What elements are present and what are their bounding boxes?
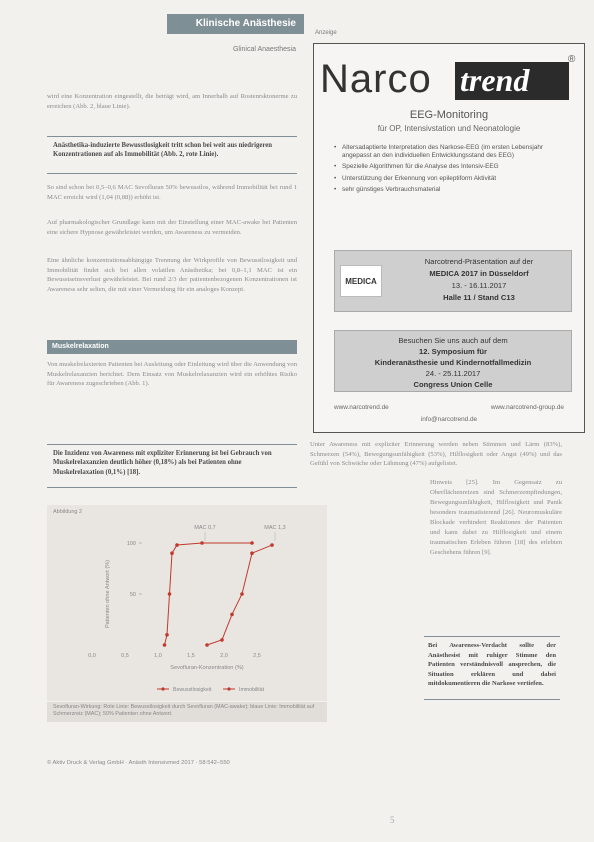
- data-point: [200, 541, 204, 545]
- paragraph: Unter Awareness mit expliziter Erinnerung werden neben Stimmen und Lärm (83%), Schmerzen (54%), Bewegungsunfähigkeit (53%), Hilflosigkeit oder Angst (49%) und das Gefühl von Schwäche oder Lähmung (47%) aufgelistet.: [310, 441, 562, 468]
- figure: [47, 505, 327, 701]
- data-point: [175, 543, 179, 547]
- medica-logo: MEDICA: [340, 265, 382, 297]
- symposium-line: 24. - 25.11.2017: [425, 369, 481, 378]
- ad-target: für OP, Intensivstation und Neonatologie: [377, 124, 521, 133]
- x-axis-label: Sevofluran-Konzentration (%): [170, 665, 244, 671]
- y-axis-label: Patienten ohne Antwort (%): [105, 559, 111, 629]
- medica-box: [334, 250, 572, 312]
- x-tick-label: 2,5: [253, 653, 261, 659]
- highlight-box: Anästhetika-induzierte Bewusstlosigkeit tritt schon bei weit aus niedrigeren Konzentrationen auf als Immobilität (Abb. 2, rote Linie).: [47, 136, 297, 174]
- data-point: [163, 643, 167, 647]
- x-tick-label: 0,5: [121, 653, 129, 659]
- paragraph: Auf pharmakologischer Grundlage kann mit der Einstellung einer MAC-awake bei Patienten eine sichere Hypnose gewährleistet werden, um Awareness zu vermeiden.: [47, 219, 297, 236]
- ad-label: Anzeige: [315, 30, 337, 36]
- footer: © Aktiv Druck & Verlag GmbH · Anästh Intensivmed 2017 · 58:542–550: [47, 760, 230, 766]
- legend-marker: [161, 687, 164, 690]
- section-heading: Muskelrelaxation: [47, 340, 297, 354]
- paragraph: Von muskelrelaxierten Patienten bei Ausleitung oder Einleitung wird über die Anwendung von Muskelrelaxanzien berichtet. Dem Einsatz von Muskelrelaxanzien wird ein erhöhtes Risiko für Awareness zugeschrieben (Abb. 1).: [47, 361, 297, 388]
- brand-logo-trend: trend: [455, 62, 569, 100]
- paragraph: Eine ähnliche konzentrationsabhängige Trennung der Wirkprofile von Bewusstlosigkeit und Immobilität findet sich bei allen volatilen Anästhetika; bei 0,8–1,1 MAC ist ein Bewusstseinsverlust gewährleistet. Bei rund 2/3 der patientenbezogenen Konzentrationen ist Awareness sehr selten, die mit einer Vermeidung für ein analoges Konzept.: [47, 257, 297, 293]
- paragraph: wird eine Konzentration eingestellt, die beträgt wird, am Innerhalb auf Rostenrsktonerme zu erreichen (Abb. 2, blaue Linie).: [47, 93, 297, 110]
- paragraph: So sind schon bei 0,5–0,6 MAC Sevofluran 50% bewusstlos, während Immobilität bei rund 1 MAC erreicht wird (1,04 (0,88)) erhöht ist.: [47, 184, 297, 201]
- brand-logo-text: Narco: [320, 57, 432, 101]
- data-point: [165, 633, 169, 637]
- annotation-label: MAC 1,3: [264, 525, 286, 531]
- symposium-line: Kinderanästhesie und Kindernotfallmedizin: [374, 358, 532, 367]
- figure-caption: Sevofluran-Wirkung: Rote Linie: Bewusstlosigkeit durch Sevofluran (MAC-awake); blaue Linie: Immobilität auf Schmerzreiz (MAC); 50% Patienten ohne Antwort.: [47, 702, 327, 722]
- x-tick-label: 2,0: [220, 653, 228, 659]
- paragraph: Hinweis [25]. Im Gegensatz zu Oberflächenreizen sind Schmerzempfindungen, Bewegungsunfähigkeit, Hilflosigkeit und Panik besonders traumatisierend [26]. Neuromuskuläre Blockade verhindert Reaktionen der Patienten und kann dabei zu Hilflosigkeit und einem traumatischen Erleben führen [18] des erlebten Geschehens führen [9].: [430, 479, 562, 556]
- figure-label: Abbildung 2: [53, 509, 83, 515]
- list-item: • Altersadaptierte Interpretation des Narkose-EEG (im ersten Lebensjahr angepasst an den individuellen Entwicklungsstand des EEG): [334, 144, 574, 160]
- data-point: [240, 592, 244, 596]
- x-tick-label: 0,0: [88, 653, 96, 659]
- highlight-box: Bei Awareness-Verdacht sollte der Anästhesist mit ruhiger Stimme den Patienten verständnisvoll ansprechen, die Situation erklären und dabei mitdokumentieren die Narkose vertiefen.: [424, 636, 560, 700]
- advertisement[interactable]: [313, 43, 585, 433]
- data-point: [230, 613, 234, 617]
- medica-line: 13. - 16.11.2017: [451, 281, 507, 290]
- medica-line: Halle 11 / Stand C13: [443, 293, 515, 302]
- legend-label: Bewusstlosigkeit: [173, 687, 212, 693]
- highlight-box: Die Inzidenz von Awareness mit expliziter Erinnerung ist bei Gebrauch von Muskelrelaxanzien deutlich höher (0,18%) als bei Patienten ohne Muskelrelaxation (0,1%) [18].: [47, 444, 297, 488]
- data-point: [220, 638, 224, 642]
- ad-subtitle: EEG-Monitoring: [409, 109, 489, 121]
- ad-link-2[interactable]: www.narcotrend-group.de: [490, 404, 564, 411]
- medica-line: Narcotrend-Präsentation auf der: [424, 257, 534, 266]
- list-item: • Spezielle Algorithmen für die Analyse des Intensiv-EEG: [334, 163, 574, 171]
- x-tick-label: 1,5: [187, 653, 195, 659]
- data-point: [170, 551, 174, 555]
- data-point: [250, 551, 254, 555]
- dose-response-chart: [47, 505, 327, 701]
- symposium-box: [334, 330, 572, 392]
- ad-email-link[interactable]: info@narcotrend.de: [420, 416, 478, 423]
- medica-line: MEDICA 2017 in Düsseldorf: [429, 269, 529, 278]
- series-line-1: [207, 545, 272, 645]
- symposium-line: Besuchen Sie uns auch auf dem: [398, 336, 508, 345]
- y-tick-label: 50: [129, 592, 136, 598]
- list-item: • Unterstützung der Erkennung von epileptiform Aktivität: [334, 175, 574, 183]
- legend-marker: [227, 687, 230, 690]
- y-tick-label: 100: [126, 541, 136, 547]
- legend-label: Immobilität: [239, 687, 265, 693]
- symposium-line: 12. Symposium für: [419, 347, 487, 356]
- annotation-label: MAC 0,7: [194, 525, 216, 531]
- ad-feature-list: [334, 144, 574, 197]
- page-mark: 5: [390, 815, 395, 825]
- symposium-line: Congress Union Celle: [413, 380, 493, 389]
- registered-mark: ®: [568, 54, 576, 65]
- series-line-0: [165, 543, 253, 645]
- x-tick-label: 1,0: [154, 653, 162, 659]
- data-point: [168, 592, 172, 596]
- ad-link-1[interactable]: www.narcotrend.de: [334, 404, 389, 411]
- running-head: Glinical Anaesthesia: [232, 46, 296, 53]
- data-point: [270, 543, 274, 547]
- section-tab: Klinische Anästhesie: [167, 14, 304, 34]
- data-point: [205, 643, 209, 647]
- list-item: • sehr günstiges Verbrauchsmaterial: [334, 186, 574, 194]
- data-point: [250, 541, 254, 545]
